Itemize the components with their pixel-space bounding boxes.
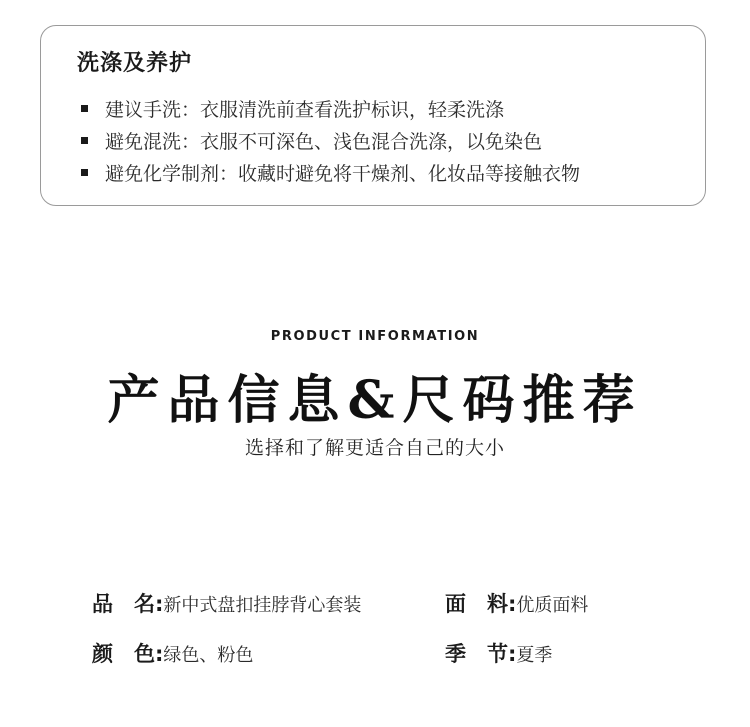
care-item <box>81 124 580 156</box>
care-list <box>81 92 580 188</box>
square-bullet-icon <box>81 137 88 144</box>
spec-fabric-key: 面 料: <box>445 592 517 616</box>
spec-name <box>92 588 361 618</box>
spec-color-key: 颜 色: <box>92 642 164 666</box>
spec-season-key: 季 节: <box>445 642 517 666</box>
spec-fabric-value: 优质面料 <box>516 595 589 616</box>
care-item-text: 建议手洗：衣服清洗前查看洗护标识，轻柔洗涤 <box>105 98 505 121</box>
spec-color <box>92 638 253 668</box>
section-heading-en: PRODUCT INFORMATION <box>270 329 480 344</box>
square-bullet-icon <box>81 169 88 176</box>
care-instructions-box <box>40 25 706 206</box>
care-title: 洗涤及养护 <box>77 51 193 76</box>
spec-fabric <box>445 588 588 618</box>
care-item-text: 避免混洗：衣服不可深色、浅色混合洗涤，以免染色 <box>105 130 543 153</box>
spec-name-key: 品 名: <box>92 592 164 616</box>
spec-name-value: 新中式盘扣挂脖背心套装 <box>163 595 362 616</box>
section-heading-cn: 产品信息&尺码推荐 <box>107 370 643 431</box>
care-item <box>81 156 580 188</box>
care-item-text: 避免化学制剂：收藏时避免将干燥剂、化妆品等接触衣物 <box>105 162 581 185</box>
spec-color-value: 绿色、粉色 <box>163 645 254 666</box>
care-item <box>81 92 580 124</box>
section-subheading: 选择和了解更适合自己的大小 <box>244 437 505 459</box>
spec-season <box>445 638 552 668</box>
square-bullet-icon <box>81 105 88 112</box>
spec-season-value: 夏季 <box>516 645 553 666</box>
